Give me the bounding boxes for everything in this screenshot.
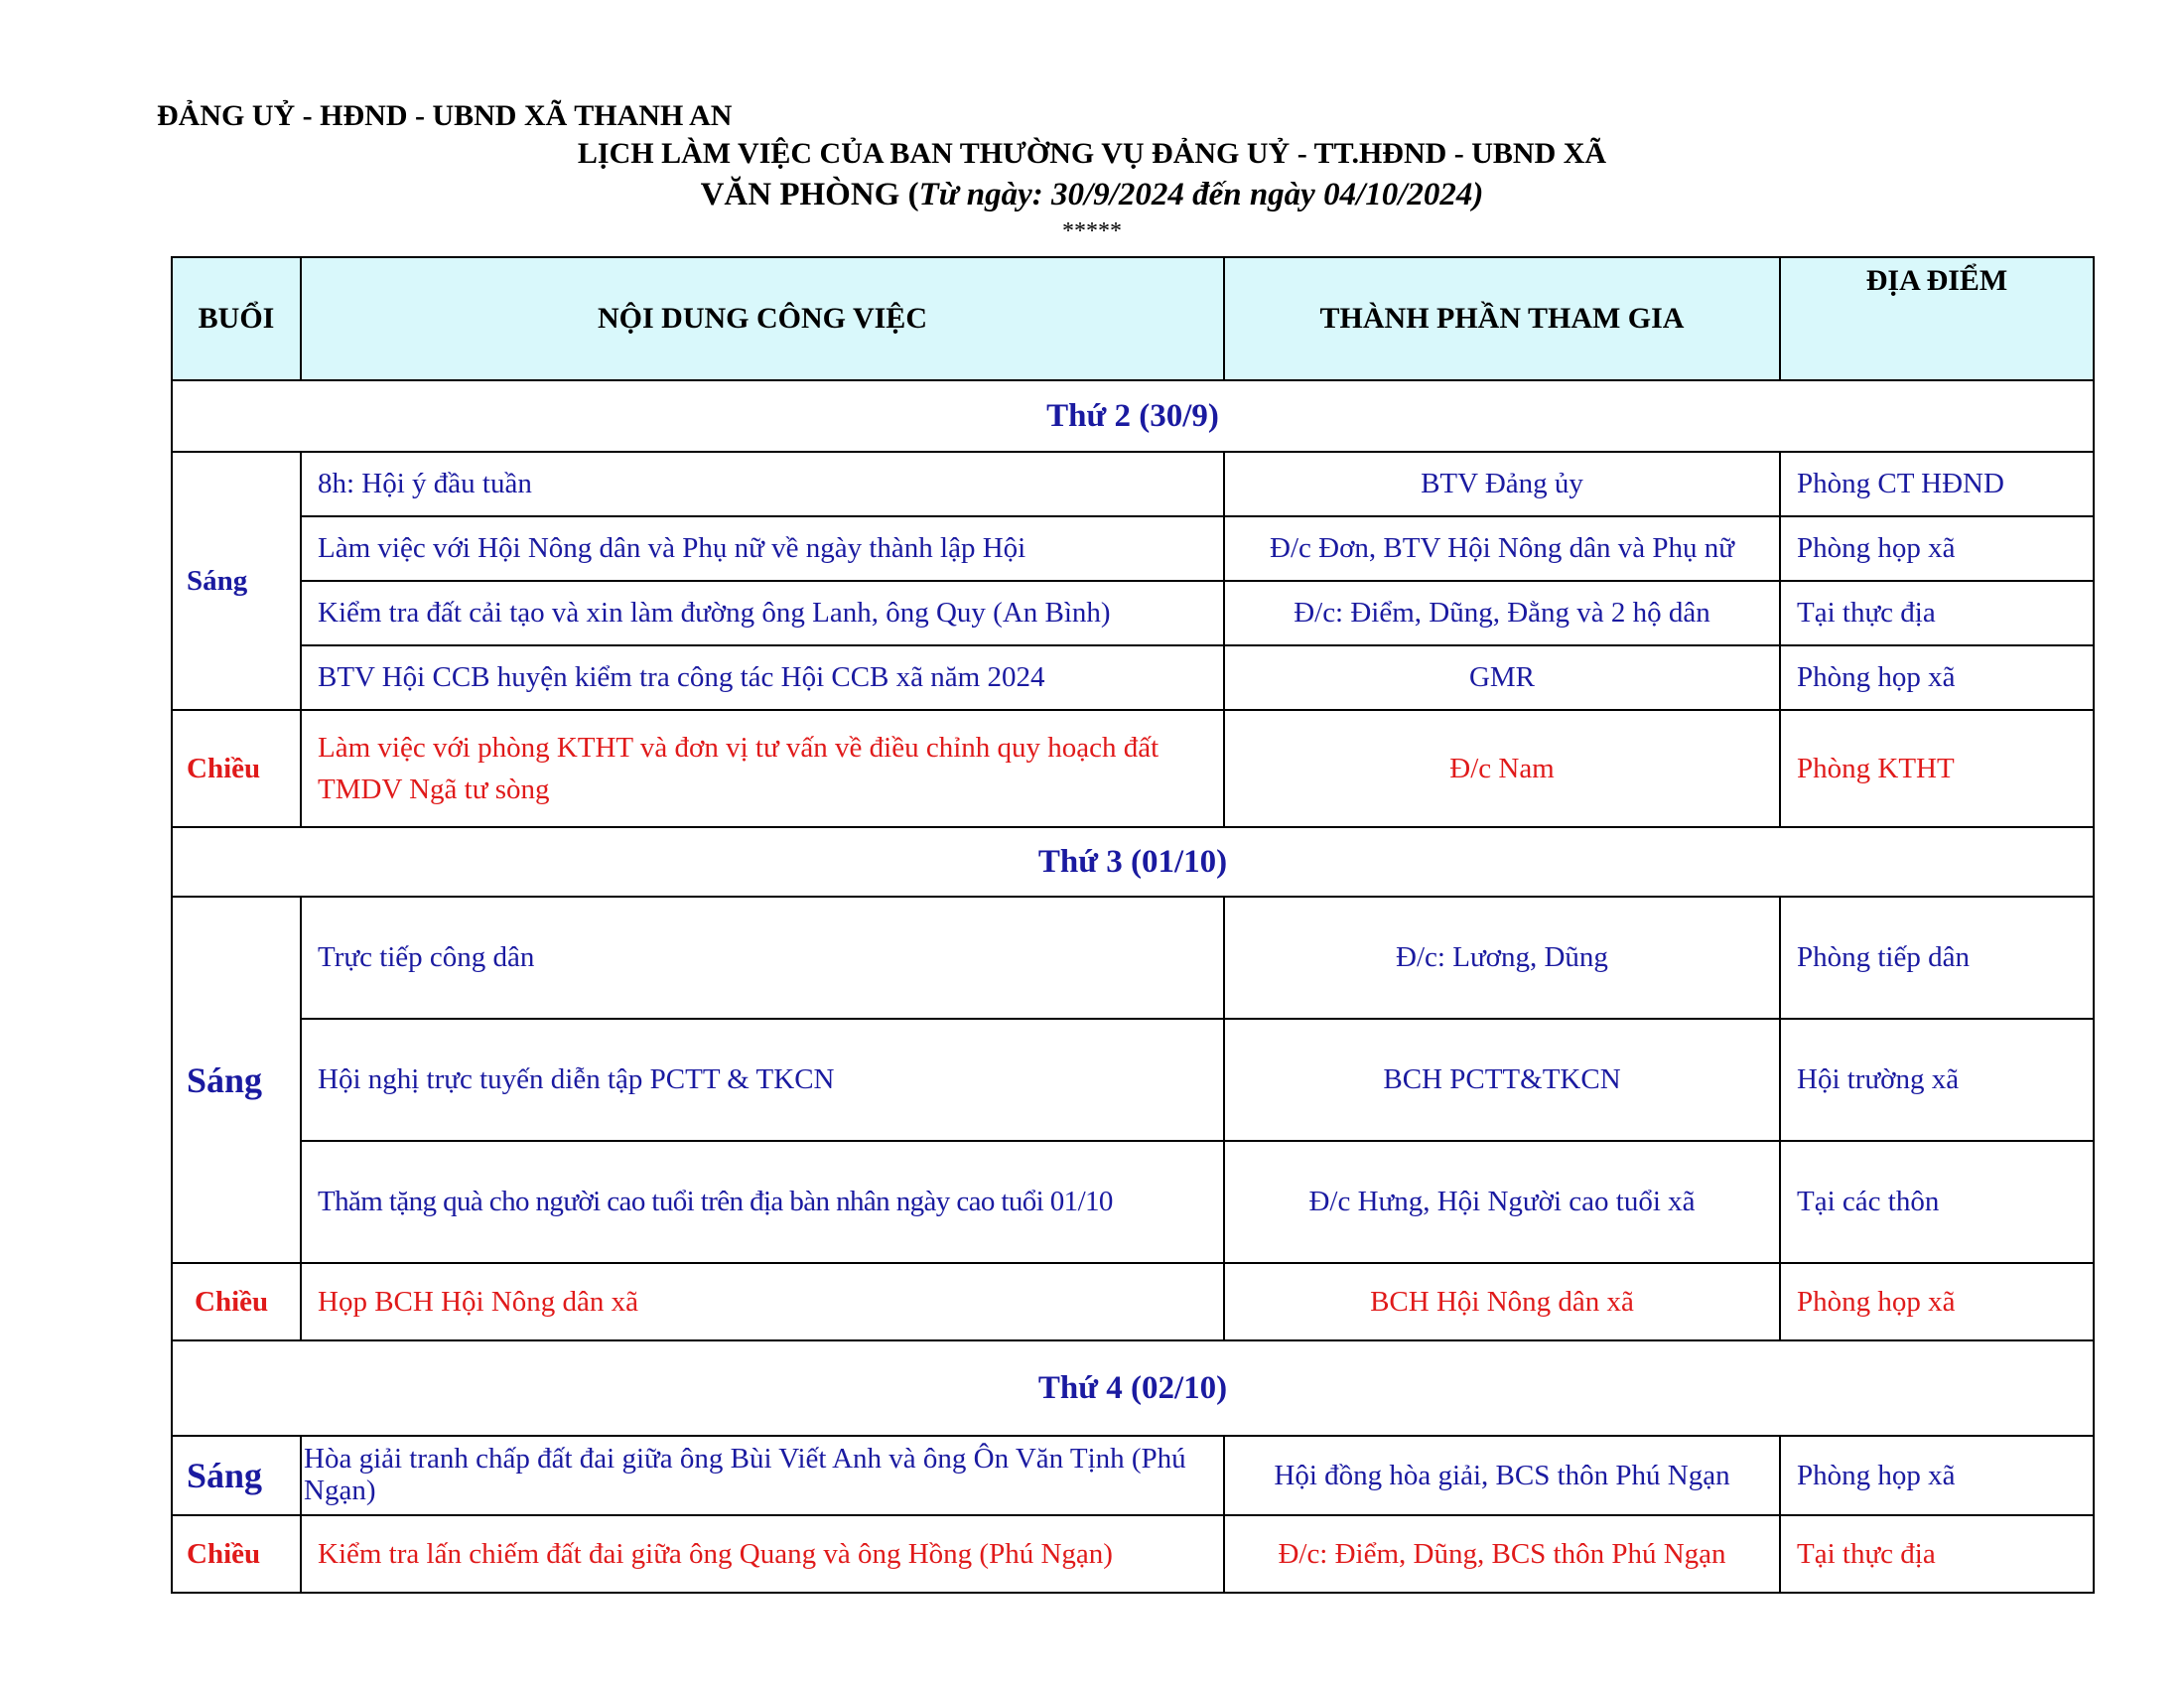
document-title: LỊCH LÀM VIỆC CỦA BAN THƯỜNG VỤ ĐẢNG UỶ - TT.HĐND - UBND XÃ — [577, 137, 1607, 170]
session-label-morning: Sáng — [172, 452, 301, 710]
task-content: BTV Hội CCB huyện kiểm tra công tác Hội CCB xã năm 2024 — [301, 645, 1224, 710]
participants: Đ/c: Điểm, Dũng, BCS thôn Phú Ngạn — [1224, 1515, 1780, 1593]
task-content: Hội nghị trực tuyến diễn tập PCTT & TKCN — [301, 1019, 1224, 1141]
table-row — [172, 516, 2094, 581]
day-label: Thứ 3 (01/10) — [172, 827, 2094, 897]
location: Phòng họp xã — [1780, 1436, 2094, 1515]
location: Hội trường xã — [1780, 1019, 2094, 1141]
table-row — [172, 1141, 2094, 1263]
col-header-buoi: BUỔI — [172, 257, 301, 380]
organization-name: ĐẢNG UỶ - HĐND - UBND XÃ THANH AN — [157, 99, 733, 132]
participants: Đ/c: Lương, Dũng — [1224, 897, 1780, 1019]
document-subtitle — [0, 177, 2184, 213]
subtitle-prefix: VĂN PHÒNG ( — [700, 177, 919, 212]
task-content: Làm việc với Hội Nông dân và Phụ nữ về ngày thành lập Hội — [301, 516, 1224, 581]
day-row-tuesday — [172, 827, 2094, 897]
table-row — [172, 1436, 2094, 1515]
participants: Đ/c Nam — [1224, 710, 1780, 827]
table-row — [172, 1515, 2094, 1593]
session-label-morning: Sáng — [172, 1436, 301, 1515]
location: Phòng họp xã — [1780, 516, 2094, 581]
location: Tại các thôn — [1780, 1141, 2094, 1263]
location: Phòng CT HĐND — [1780, 452, 2094, 516]
location: Tại thực địa — [1780, 1515, 2094, 1593]
session-label-morning: Sáng — [172, 897, 301, 1263]
schedule-table — [171, 256, 2095, 1594]
task-content: 8h: Hội ý đầu tuần — [301, 452, 1224, 516]
location: Phòng tiếp dân — [1780, 897, 2094, 1019]
col-header-thanh-phan: THÀNH PHẦN THAM GIA — [1224, 257, 1780, 380]
task-content: Làm việc với phòng KTHT và đơn vị tư vấn về điều chỉnh quy hoạch đất TMDV Ngã tư sòng — [301, 710, 1224, 827]
separator-stars: ***** — [1062, 218, 1122, 244]
table-row — [172, 710, 2094, 827]
participants: Hội đồng hòa giải, BCS thôn Phú Ngạn — [1224, 1436, 1780, 1515]
task-content: Họp BCH Hội Nông dân xã — [301, 1263, 1224, 1340]
session-label-afternoon: Chiều — [172, 1263, 301, 1340]
table-row — [172, 1019, 2094, 1141]
day-row-wednesday — [172, 1340, 2094, 1436]
date-range: Từ ngày: 30/9/2024 đến ngày 04/10/2024) — [918, 177, 1484, 212]
table-header-row — [172, 257, 2094, 380]
table-row — [172, 1263, 2094, 1340]
location: Phòng KTHT — [1780, 710, 2094, 827]
participants: BTV Đảng ủy — [1224, 452, 1780, 516]
participants: Đ/c: Điểm, Dũng, Đằng và 2 hộ dân — [1224, 581, 1780, 645]
task-content: Trực tiếp công dân — [301, 897, 1224, 1019]
table-row — [172, 581, 2094, 645]
task-content: Hòa giải tranh chấp đất đai giữa ông Bùi Viết Anh và ông Ôn Văn Tịnh (Phú Ngạn) — [301, 1436, 1224, 1515]
participants: GMR — [1224, 645, 1780, 710]
day-label: Thứ 2 (30/9) — [172, 380, 2094, 452]
col-header-noi-dung: NỘI DUNG CÔNG VIỆC — [301, 257, 1224, 380]
participants: Đ/c Hưng, Hội Người cao tuổi xã — [1224, 1141, 1780, 1263]
task-content: Kiểm tra đất cải tạo và xin làm đường ông Lanh, ông Quy (An Bình) — [301, 581, 1224, 645]
session-label-afternoon: Chiều — [172, 710, 301, 827]
table-row — [172, 897, 2094, 1019]
day-row-monday — [172, 380, 2094, 452]
location: Tại thực địa — [1780, 581, 2094, 645]
col-header-dia-diem: ĐỊA ĐIỂM — [1780, 257, 2094, 380]
participants: BCH Hội Nông dân xã — [1224, 1263, 1780, 1340]
task-content: Kiểm tra lấn chiếm đất đai giữa ông Quang và ông Hồng (Phú Ngạn) — [301, 1515, 1224, 1593]
participants: BCH PCTT&TKCN — [1224, 1019, 1780, 1141]
day-label: Thứ 4 (02/10) — [172, 1340, 2094, 1436]
task-content: Thăm tặng quà cho người cao tuổi trên địa bàn nhân ngày cao tuổi 01/10 — [301, 1141, 1224, 1263]
table-row — [172, 645, 2094, 710]
location: Phòng họp xã — [1780, 1263, 2094, 1340]
location: Phòng họp xã — [1780, 645, 2094, 710]
table-row — [172, 452, 2094, 516]
session-label-afternoon: Chiều — [172, 1515, 301, 1593]
participants: Đ/c Đơn, BTV Hội Nông dân và Phụ nữ — [1224, 516, 1780, 581]
